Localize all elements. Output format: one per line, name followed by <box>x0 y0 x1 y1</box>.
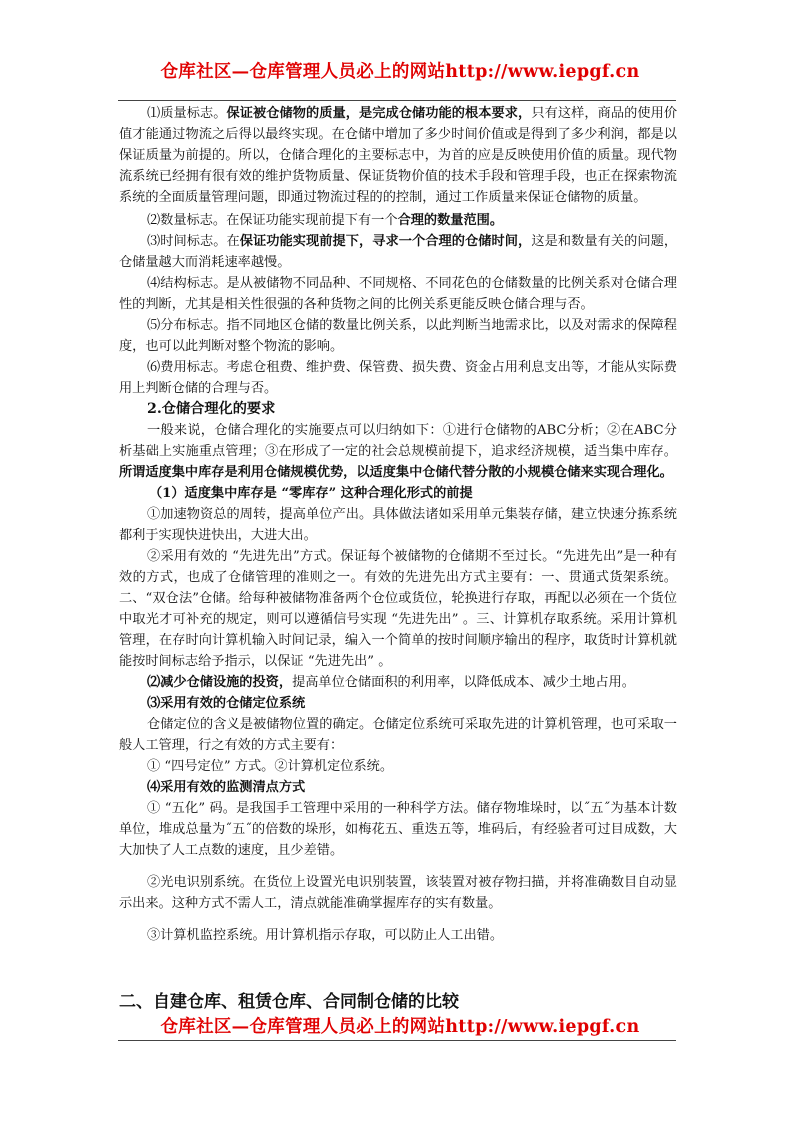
quality-lead: ⑴质量标志。 <box>147 106 227 121</box>
distribution-paragraph: ⑸分布标志。指不同地区仓储的数量比例关系，以此判断当地需求比，以及对需求的保障程度，也可以此判断对整个物流的影响。 <box>119 318 677 354</box>
subsection-3-paragraph-1: 仓储定位的含义是被储物位置的确定。仓储定位系统可采取先进的计算机管理，也可采取一般人工管理，行之有效的方式主要有： <box>119 717 677 753</box>
quality-body: 只有这样，商品的使用价值才能通过物流之后得以最终实现。在仓储中增加了多少时间价值或是得到了多少利润，都是以保证质量为前提的。所以，仓储合理化的主要标志中，为首的应是反映使用价值的质量。现代物流系统已经拥有很有效的维护货物质量、保证货物价值的技术手段和管理手段，也正在探索物流系统的全面质量管理问题，即通过物流过程的的控制，通过工作质量来保证仓储物的质量。 <box>119 106 678 205</box>
header-rule <box>118 100 676 101</box>
subsection-2-emphasis: ⑵减少仓储设施的投资， <box>147 675 293 690</box>
quantity-lead: ⑵数量标志。在保证功能实现前提下有一个 <box>147 213 398 228</box>
subsection-1-heading: （1）适度集中库存是 “零库存” 这种合理化形式的前提 <box>149 486 473 501</box>
subsection-1-paragraph-2: ②采用有效的 “先进先出”方式。保证每个被储物的仓储期不至过长。“先进先出”是一种有效的方式，也成了仓储管理的准则之一。有效的先进先出方式主要有：一、贯通式货架系统。二、“双仓法”仓储。给每种被储物准备两个仓位或货位，轮换进行存取，再配以必须在一个货位中取光才可补充的规定，则可以遵循信号实现 “先进先出” 。三、计算机存取系统。采用计算机管理，在存时向计算机输入时间记录，编入一个简单的按时间顺序输出的程序，取货时计算机就能按时间标志给予指示，以保证 “先进先出” 。 <box>119 549 677 669</box>
body-text <box>119 103 677 946</box>
requirements-intro <box>119 420 677 483</box>
time-paragraph <box>119 231 677 273</box>
quality-paragraph <box>119 103 677 208</box>
time-emphasis: 保证功能实现前提下，寻求一个合理的仓储时间， <box>239 234 532 249</box>
subsection-4-paragraph-2: ②光电识别系统。在货位上设置光电识别装置，该装置对被存物扫描，并将准确数目自动显示出来。这种方式不需人工，清点就能准确掌握库存的实有数量。 <box>119 875 677 911</box>
requirements-intro-text: 一般来说，仓储合理化的实施要点可以归纳如下：①进行仓储物的ABC分析；②在ABC分析基础上实施重点管理；③在形成了一定的社会总规模前提下，追求经济规模，适当集中库存。 <box>119 423 677 459</box>
subsection-4-heading: ⑷采用有效的监测清点方式 <box>147 780 306 795</box>
requirements-intro-emphasis: 所谓适度集中库存是利用仓储规模优势，以适度集中仓储代替分散的小规模仓储来实现合理化。 <box>119 465 673 480</box>
page-header-site-banner: 仓库社区—仓库管理人员必上的网站http://www.iepgf.cn <box>160 62 640 82</box>
section-heading: 二、自建仓库、租赁仓库、合同制仓储的比较 <box>119 992 459 1012</box>
subsection-4-paragraph-3: ③计算机监控系统。用计算机指示存取，可以防止人工出错。 <box>147 928 504 943</box>
subsection-3-heading: ⑶采用有效的仓储定位系统 <box>147 696 306 711</box>
quantity-emphasis: 合理的数量范围。 <box>397 213 504 228</box>
subsection-4-paragraph-1: ① “五化” 码。是我国手工管理中采用的一种科学方法。储存物堆垛时，以˝五˝为基本计数单位，堆成总量为˝五˝的倍数的垛形，如梅花五、重迭五等，堆码后，有经验者可过目成数，大大加快了人工点数的速度，且少差错。 <box>119 801 677 858</box>
quality-emphasis: 保证被仓储物的质量，是完成仓储功能的根本要求， <box>226 106 532 121</box>
time-lead: ⑶时间标志。在 <box>147 234 240 249</box>
cost-paragraph: ⑹费用标志。考虑仓租费、维护费、保管费、损失费、资金占用利息支出等，才能从实际费用上判断仓储的合理与否。 <box>119 360 677 396</box>
subsection-3-paragraph-2: ① “四号定位” 方式。②计算机定位系统。 <box>147 759 394 774</box>
subsection-1-paragraph-1: ①加速物资总的周转，提高单位产出。具体做法诸如采用单元集装存储，建立快速分拣系统都利于实现快进快出，大进大出。 <box>119 507 677 543</box>
quantity-paragraph <box>119 210 677 231</box>
page-footer-site-banner: 仓库社区—仓库管理人员必上的网站http://www.iepgf.cn <box>160 1017 640 1037</box>
subsection-2-paragraph <box>119 672 677 693</box>
structure-paragraph: ⑷结构标志。是从被储物不同品种、不同规格、不同花色的仓储数量的比例关系对仓储合理性的判断，尤其是相关性很强的各种货物之间的比例关系更能反映仓储合理与否。 <box>119 276 677 312</box>
subsection-2-body: 提高单位仓储面积的利用率，以降低成本、减少土地占用。 <box>292 675 635 690</box>
requirements-heading: 2.仓储合理化的要求 <box>147 401 276 417</box>
footer-rule <box>118 1040 676 1041</box>
time-body: 这是和数量有关的问题，仓储量越大而消耗速率越慢。 <box>119 234 678 270</box>
